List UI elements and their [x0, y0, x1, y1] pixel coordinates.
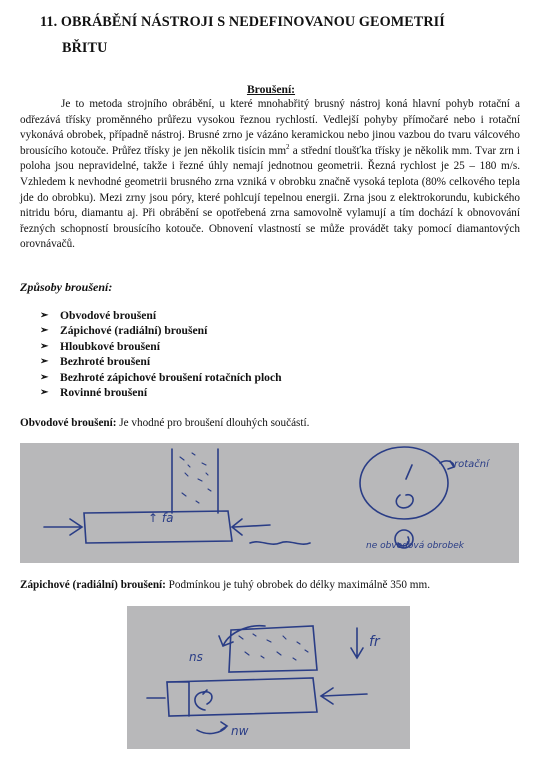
paragraph-part-1: Je to metoda strojního obrábění, u které mnohabřitý brusný nástroj koná hlavní pohyb rotační a odřezává třísky proměnného průřezu vysokou řeznou rychlostí. Vedlejší pohyby přímočaré nebo i rotační vykonává obrobek, případně nástroj. Brusné zrno je vázáno keramickou nebo jinou vazbou do tvaru válcového brousícího kotouče. Průřez třísky je jen několik tisícin mm: [20, 98, 520, 157]
arrow-bullet-icon: ➢: [40, 340, 49, 352]
bottom-arrow: [197, 722, 227, 733]
wavy-line: [250, 542, 310, 544]
paragraph-part-2: a střední tloušťka třísky je několik mm. Tvar zrn i poloha jsou nepravidelné, takže i řezné úhly nemají jednotnou geometrii. Řezná rychlost je 25 – 180 m/s. Vzhledem k nevhodné geometrii brusného zrna vzniká v obrobku značně vysoká teplota (80% celkového tepla jde do obrobku). Mezi zrny jsou póry, které pohlcují tepelnou energii. Zrna jsou z elektrokorundu, kubického nitridu bóru, diamantu aj. Při obrábění se opotřebená zrna samovolně vylamují a tím dochází k obnovování řezných schopností brousícího kotouče. Obnovení vlastností se může provádět taky pomocí diamantových orovnávačů.: [20, 144, 521, 251]
list-item: [40, 308, 282, 323]
method-label: Bezhroté zápichové broušení rotačních ploch: [60, 370, 282, 384]
intro-paragraph: [20, 97, 520, 253]
radial-feed-arrow: [351, 628, 363, 658]
rotation-arrow: [396, 465, 413, 508]
arrow-bullet-icon: ➢: [40, 325, 49, 337]
method-label: Zápichové (radiální) broušení: [60, 324, 208, 338]
method-label: Rovinné broušení: [60, 386, 148, 400]
right-center-arrow: [232, 519, 270, 535]
method-label: Bezhroté broušení: [60, 355, 151, 369]
tool-rotation-label: ns: [189, 650, 203, 664]
figure2-caption: [20, 579, 430, 591]
bottom-label: ne obvodová obrobek: [366, 541, 464, 551]
list-item: [40, 370, 282, 385]
left-center-arrow: [44, 519, 82, 535]
feed-label: ↑ fa: [148, 511, 174, 525]
section-heading: Broušení:: [246, 83, 296, 96]
grinding-wheel: [229, 626, 317, 672]
arrow-bullet-icon: ➢: [40, 371, 49, 383]
workpiece-end: [167, 682, 189, 716]
figure2-text: Podmínkou je tuhý obrobek do délky maximálně 350 mm.: [165, 579, 430, 591]
chapter-title: [40, 9, 510, 61]
work-rotation-label: nw: [231, 724, 249, 738]
arrow-bullet-icon: ➢: [40, 387, 49, 399]
feed-label: fr: [369, 634, 380, 650]
method-label: Hloubkové broušení: [60, 339, 160, 353]
figure2-term: Zápichové (radiální) broušení:: [20, 579, 166, 591]
list-item: [40, 323, 282, 338]
list-item: [40, 354, 282, 369]
center-right-arrow: [321, 688, 367, 704]
work-rotation-arrow: [195, 690, 212, 710]
figure1-text: Je vhodné pro broušení dlouhých součástí.: [116, 417, 310, 429]
figure1-caption: [20, 417, 309, 429]
list-item: [40, 339, 282, 354]
figure1-sketch: [20, 443, 519, 563]
figure1-term: Obvodové broušení:: [20, 417, 117, 429]
arrow-bullet-icon: ➢: [40, 356, 49, 368]
method-label: Obvodové broušení: [60, 309, 157, 322]
methods-list: [40, 308, 282, 400]
arrow-bullet-icon: ➢: [40, 310, 49, 321]
wheel-grain: [180, 453, 211, 503]
figure2-drawing: [127, 606, 410, 749]
grinding-wheel: [172, 449, 218, 513]
side-label: rotační: [454, 459, 489, 470]
chapter-title-line2: BŘITU: [62, 40, 108, 56]
figure2-sketch: [127, 606, 410, 749]
wheel-grain: [239, 634, 308, 660]
list-item: [40, 385, 282, 400]
paragraph-superscript: 2: [286, 142, 290, 151]
methods-heading: Způsoby broušení:: [20, 280, 113, 294]
chapter-title-line1: 11. OBRÁBĚNÍ NÁSTROJI S NEDEFINOVANOU GEOMETRIÍ: [40, 14, 445, 30]
